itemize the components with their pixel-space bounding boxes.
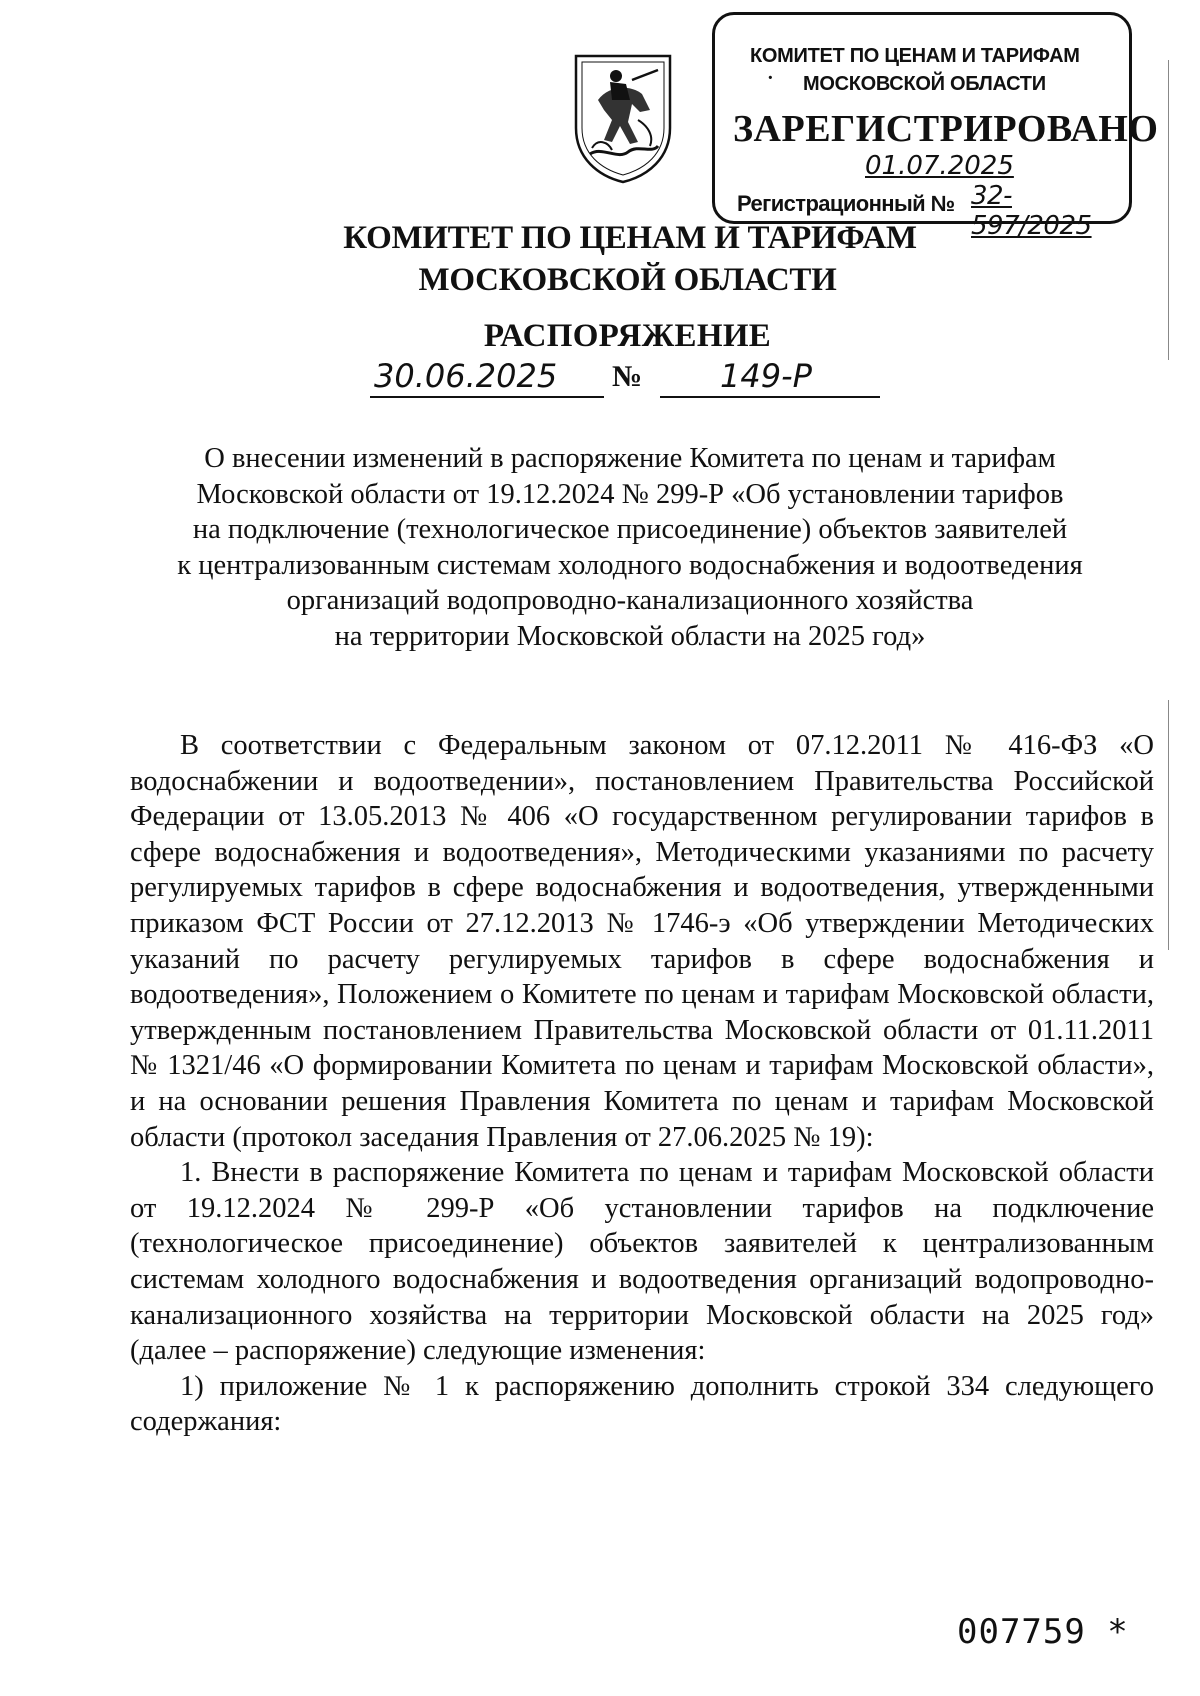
document-subject — [160, 441, 1100, 654]
document-number: 149-Р — [660, 356, 880, 398]
document-type: РАСПОРЯЖЕНИЕ — [483, 318, 772, 354]
subject-line: на территории Московской области на 2025 год» — [334, 620, 926, 652]
subject-line: Московской области от 19.12.2024 № 299-Р «Об установлении тарифов — [196, 478, 1064, 510]
subject-line: О внесении изменений в распоряжение Комитета по ценам и тарифам — [204, 443, 1056, 474]
scan-artifact-line — [1168, 60, 1169, 360]
item-1-paragraph: 1. Внести в распоряжение Комитета по ценам и тарифам Московской области от 19.12.2024 № 299-Р «Об установлении тарифов на подключение (технологическое присоединение) объектов заявителей к централизованным системам холодного водоснабжения и водоотведения организаций водопроводно-канализационного хозяйства на территории Московской области на 2025 год» (далее – распоряжение) следующие изменения: — [130, 1157, 1154, 1367]
stamp-org-line1: КОМИТЕТ ПО ЦЕНАМ И ТАРИФАМ — [750, 45, 1080, 67]
subject-line: на подключение (технологическое присоединение) объектов заявителей — [192, 514, 1068, 545]
subject-line: к централизованным системам холодного водоснабжения и водоотведения — [177, 549, 1083, 581]
date-number-line — [370, 356, 880, 398]
document-body — [130, 728, 1154, 1440]
stamp-registered-label: ЗАРЕГИСТРИРОВАНО — [733, 108, 1159, 150]
stamp-org-line2: МОСКОВСКОЙ ОБЛАСТИ — [803, 73, 1046, 95]
registration-stamp — [712, 12, 1159, 241]
org-name-line1: КОМИТЕТ ПО ЦЕНАМ И ТАРИФАМ — [343, 220, 917, 256]
scan-artifact-line — [1168, 700, 1169, 950]
number-sign: № — [612, 360, 643, 393]
stamp-dot: · — [767, 67, 774, 89]
stamp-registration-date: 01.07.2025 — [865, 151, 1014, 181]
stamp-registration-number: 32-597/2025 — [971, 181, 1092, 241]
subject-line: организаций водопроводно-канализационного хозяйства — [286, 585, 974, 616]
preamble-paragraph: В соответствии с Федеральным законом от 07.12.2011 № 416-ФЗ «О водоснабжении и водоотведении», постановлением Правительства Российской Федерации от 13.05.2013 № 406 «О государственном регулировании тарифов в сфере водоснабжения и водоотведения», Методическими указаниями по расчету регулируемых тарифов в сфере водоснабжения и водоотведения, утвержденными приказом ФСТ России от 27.12.2013 № 1746-э «Об утверждении Методических указаний по расчету регулируемых тарифов в сфере водоснабжения и водоотведения», Положением о Комитете по ценам и тарифам Московской области, утвержденным постановлением Правительства Московской области от 01.11.2011 № 1321/46 «О формировании Комитета по ценам и тарифам Московской области», и на основании решения Правления Комитета по ценам и тарифам Московской области (протокол заседания Правления от 27.06.2025 № 19): — [130, 730, 1154, 1153]
document-date: 30.06.2025 — [370, 356, 604, 398]
coat-of-arms-icon — [568, 50, 678, 186]
item-1-1-paragraph: 1) приложение № 1 к распоряжению дополнить строкой 334 следующего содержания: — [130, 1370, 1154, 1438]
serial-number: 007759 * — [957, 1612, 1129, 1652]
stamp-number-label: Регистрационный № — [737, 191, 955, 216]
org-name-line2: МОСКОВСКОЙ ОБЛАСТИ — [418, 262, 837, 298]
